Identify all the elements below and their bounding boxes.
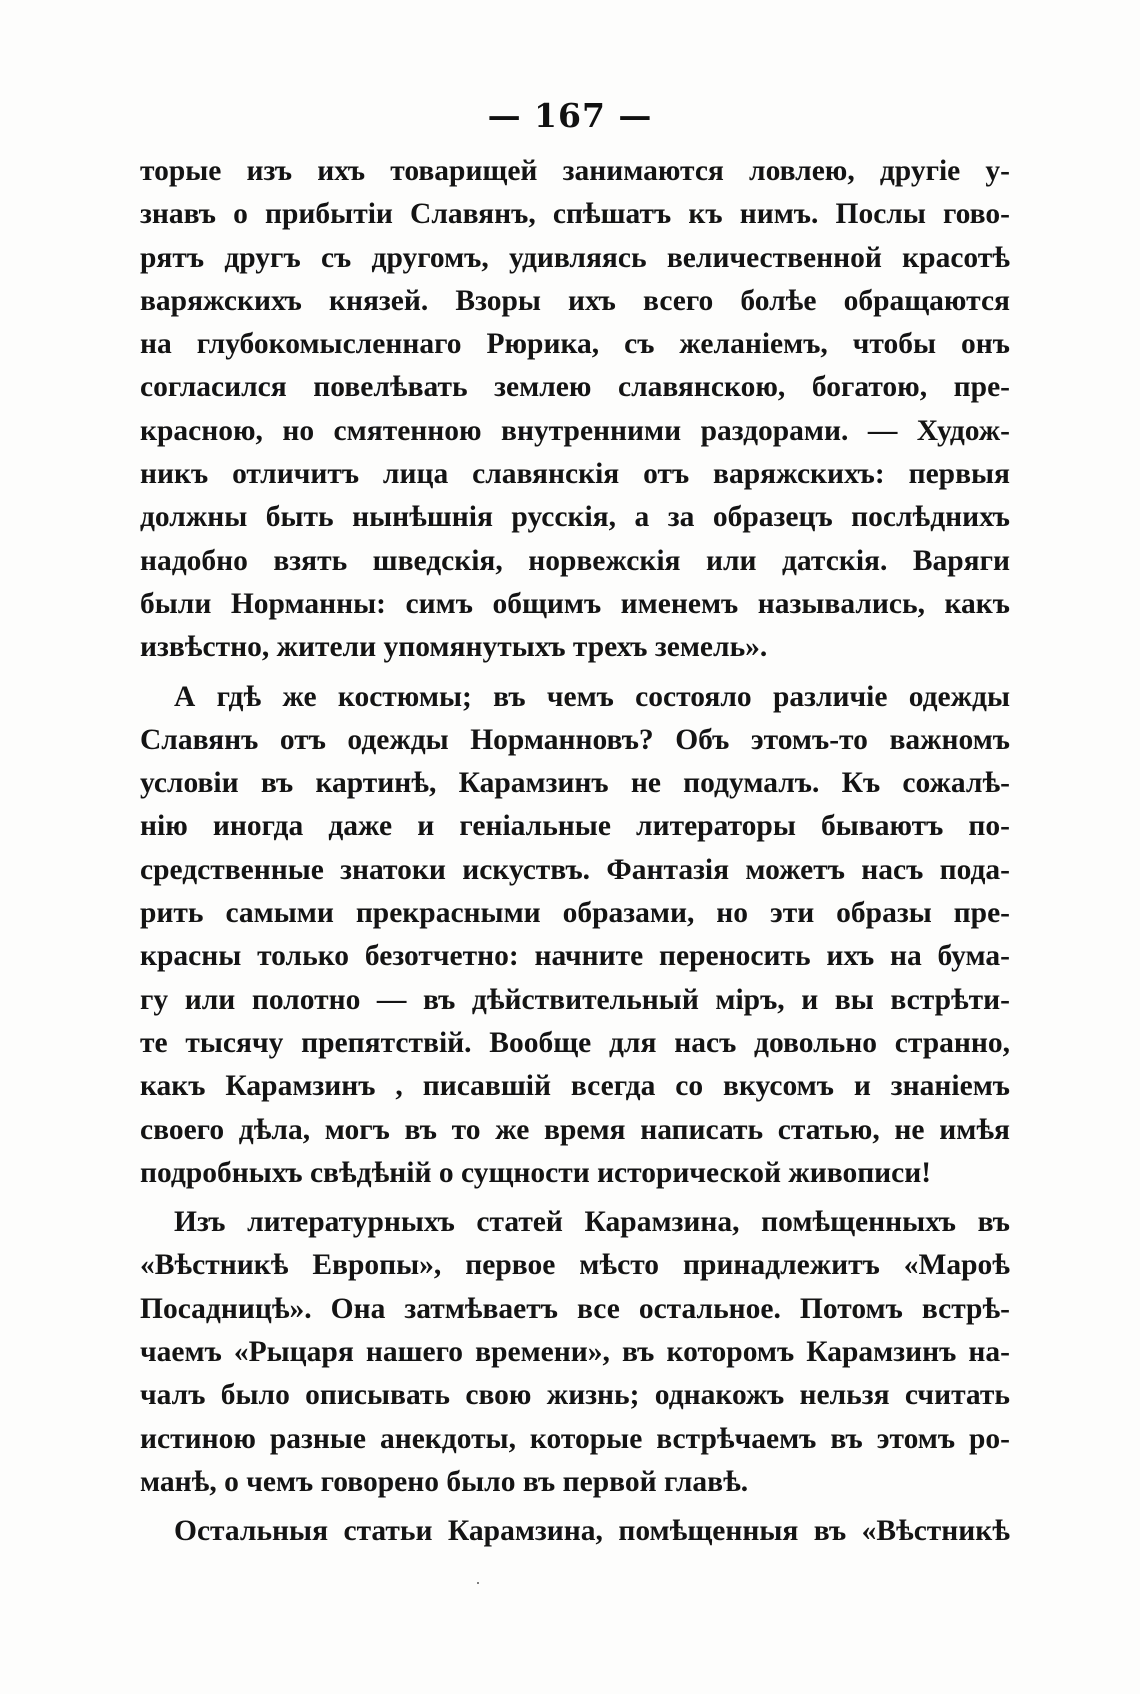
text-line: надобно взять шведскія, норвежскія или датскія. Варяги: [140, 544, 1010, 577]
text-line: подробныхъ свѣдѣній о сущности исторической живописи!: [140, 1156, 932, 1189]
paper-speck: [477, 1582, 479, 1584]
paragraph-start-line: Изъ литературныхъ статей Карамзина, помѣщенныхъ въ: [174, 1206, 1010, 1239]
text-line: те тысячу препятствій. Вообще для насъ довольно странно,: [140, 1026, 1010, 1059]
text-line: нію иногда даже и геніальные литераторы бываютъ по-: [140, 810, 1010, 843]
text-line: рятъ другъ съ другомъ, удивляясь величественной красотѣ: [140, 241, 1010, 274]
text-line: чалъ было описывать свою жизнь; однакожъ нельзя считать: [140, 1379, 1010, 1412]
text-line: чаемъ «Рыцаря нашего времени», въ которомъ Карамзинъ на-: [140, 1336, 1010, 1369]
text-line: Славянъ отъ одежды Норманновъ? Объ этомъ-то важномъ: [140, 723, 1010, 756]
text-line: варяжскихъ князей. Взоры ихъ всего болѣе обращаются: [140, 284, 1010, 317]
text-line: рить самыми прекрасными образами, но эти образы пре-: [140, 897, 1010, 930]
text-line: на глубокомысленнаго Рюрика, съ желаніемъ, чтобы онъ: [140, 328, 1010, 361]
text-line: Посадницѣ». Она затмѣваетъ все остальное. Потомъ встрѣ-: [140, 1292, 1010, 1325]
paragraph-start-line: А гдѣ же костюмы; въ чемъ состояло различіе одежды: [174, 680, 1010, 713]
text-line: средственные знатоки искуствъ. Фантазія можетъ насъ пода-: [140, 853, 1010, 886]
text-line: красны только безотчетно: начните переносить ихъ на бума-: [140, 940, 1010, 973]
page-number: — 167 —: [487, 96, 653, 135]
text-line: были Норманны: симъ общимъ именемъ назывались, какъ: [140, 587, 1010, 620]
text-line: согласился повелѣвать землею славянскою, богатою, пре-: [140, 371, 1010, 404]
text-line: торые изъ ихъ товарищей занимаются ловлею, другіе у-: [140, 155, 1010, 187]
text-line: манѣ, о чемъ говорено было въ первой главѣ.: [140, 1465, 749, 1498]
body-text: [140, 150, 1010, 1554]
text-line: гу или полотно — въ дѣйствительный міръ, и вы встрѣти-: [140, 983, 1010, 1016]
text-line: извѣстно, жители упомянутыхъ трехъ земель».: [140, 631, 768, 664]
text-line: красною, но смятенною внутренними раздорами. — Худож-: [140, 414, 1010, 447]
text-line: должны быть нынѣшнія русскія, а за образецъ послѣднихъ: [140, 501, 1010, 534]
text-line: условіи въ картинѣ, Карамзинъ не подумалъ. Къ сожалѣ-: [140, 767, 1010, 800]
text-line: своего дѣла, могъ въ то же время написать статью, не имѣя: [140, 1113, 1010, 1146]
text-line: знавъ о прибытіи Славянъ, спѣшатъ къ нимъ. Послы гово-: [140, 198, 1010, 231]
text-line: никъ отличитъ лица славянскія отъ варяжскихъ: первыя: [140, 458, 1010, 491]
text-line: истиною разные анекдоты, которые встрѣчаемъ въ этомъ ро-: [140, 1422, 1010, 1455]
text-line: какъ Карамзинъ , писавшій всегда со вкусомъ и знаніемъ: [140, 1070, 1010, 1103]
paragraph-start-line: Остальныя статьи Карамзина, помѣщенныя въ «Вѣстникѣ: [174, 1515, 1010, 1548]
text-line: «Вѣстникѣ Европы», первое мѣсто принадлежитъ «Мароѣ: [140, 1249, 1010, 1282]
